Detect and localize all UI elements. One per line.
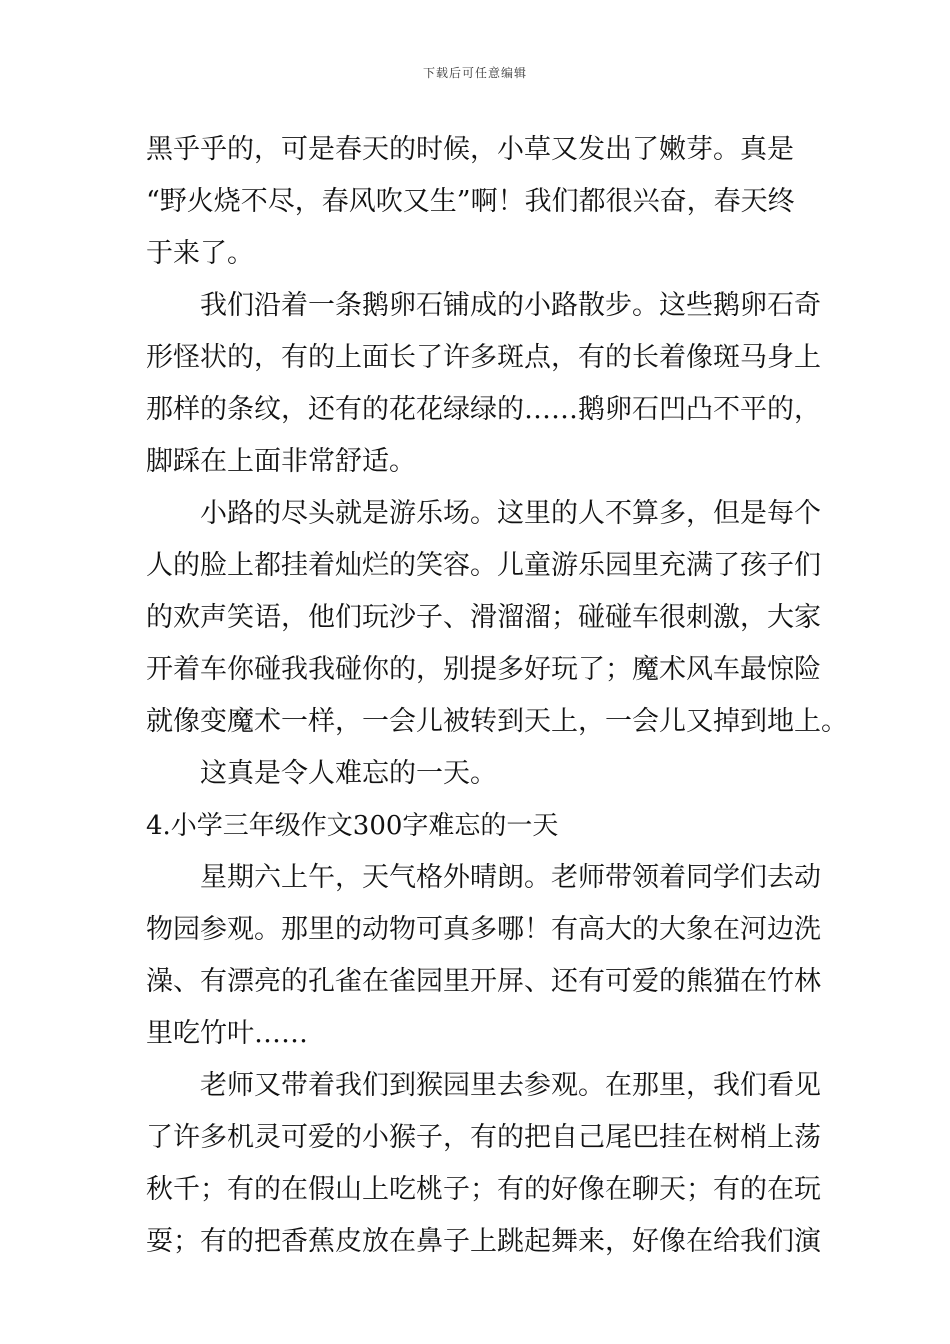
- header-note: 下载后可任意编辑: [422, 66, 527, 80]
- text-line: 我们沿着一条鹅卵石铺成的小路散步。这些鹅卵石奇: [200, 290, 821, 321]
- text-line: 形怪状的，有的上面长了许多斑点，有的长着像斑马身上: [146, 342, 821, 373]
- text-line: 秋千；有的在假山上吃桃子；有的好像在聊天；有的在玩: [146, 1174, 821, 1205]
- text-line: 小路的尽头就是游乐场。这里的人不算多，但是每个: [200, 498, 821, 529]
- text-line: 澡、有漂亮的孔雀在雀园里开屏、还有可爱的熊猫在竹林: [146, 966, 821, 997]
- text-line: 脚踩在上面非常舒适。: [146, 446, 416, 477]
- text-line: 黑乎乎的，可是春天的时候，小草又发出了嫩芽。真是: [146, 134, 794, 165]
- text-line: 老师又带着我们到猴园里去参观。在那里，我们看见: [200, 1070, 821, 1101]
- text-line: “野火烧不尽，春风吹又生”啊！我们都很兴奋，春天终: [146, 186, 795, 217]
- text-line: 物园参观。那里的动物可真多哪！有高大的大象在河边洗: [146, 914, 821, 945]
- text-line: 里吃竹叶……: [146, 1018, 308, 1049]
- text-line: 开着车你碰我我碰你的，别提多好玩了；魔术风车最惊险: [146, 654, 821, 685]
- text-line: 那样的条纹，还有的花花绿绿的……鹅卵石凹凸不平的，: [146, 394, 821, 425]
- document-body: [146, 124, 848, 1268]
- text-line: 了许多机灵可爱的小猴子，有的把自己尾巴挂在树梢上荡: [146, 1122, 821, 1153]
- text-line: 于来了。: [146, 238, 254, 269]
- text-line: 人的脸上都挂着灿烂的笑容。儿童游乐园里充满了孩子们: [146, 550, 821, 581]
- text-line: 的欢声笑语，他们玩沙子、滑溜溜；碰碰车很刺激，大家: [146, 602, 821, 633]
- text-line: 就像变魔术一样，一会儿被转到天上，一会儿又掉到地上。: [146, 706, 848, 737]
- text-line: 这真是令人难忘的一天。: [200, 758, 497, 789]
- text-line: 星期六上午，天气格外晴朗。老师带领着同学们去动: [200, 862, 821, 893]
- text-line: 耍；有的把香蕉皮放在鼻子上跳起舞来，好像在给我们演: [146, 1226, 821, 1257]
- section-heading: 4.小学三年级作文300字难忘的一天: [146, 811, 559, 841]
